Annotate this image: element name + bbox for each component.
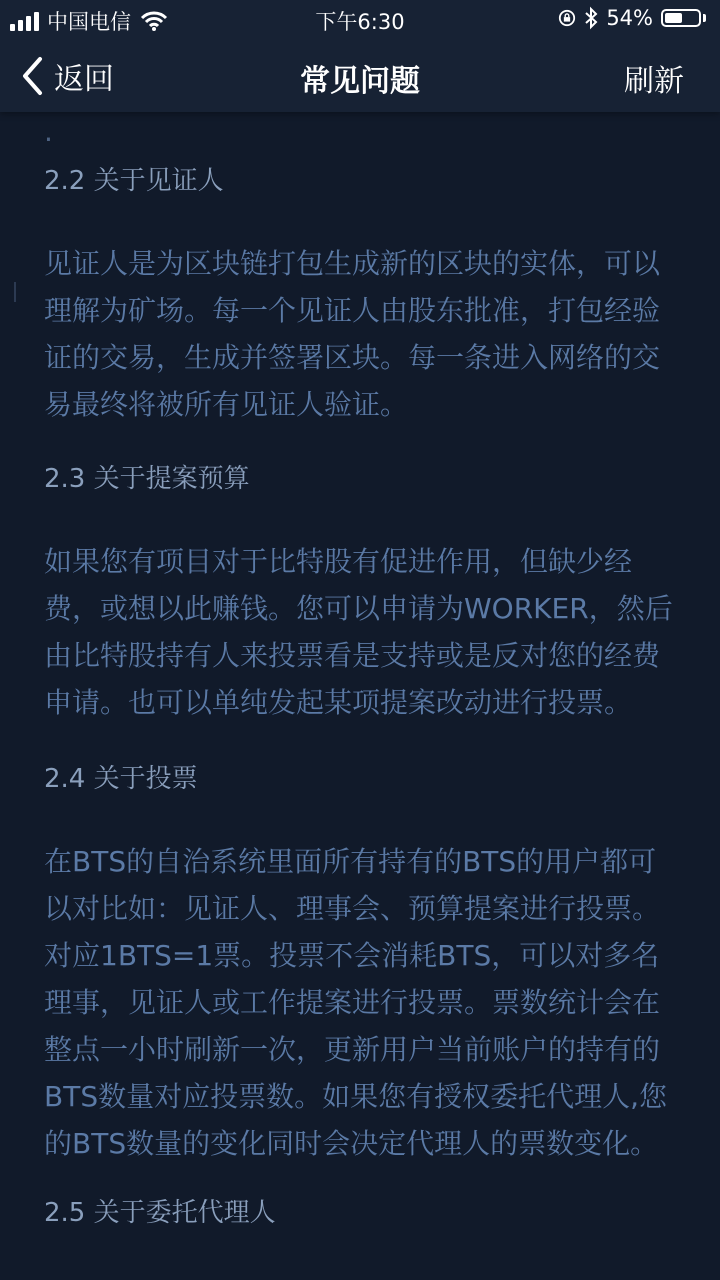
refresh-button[interactable]: 刷新 bbox=[624, 64, 684, 99]
section-proposal bbox=[44, 458, 684, 495]
carrier-name: 中国电信 bbox=[47, 10, 131, 34]
section-voting bbox=[44, 758, 684, 795]
status-bar bbox=[0, 0, 720, 38]
battery-icon bbox=[661, 9, 706, 27]
scrolled-text-fragment: · bbox=[44, 123, 59, 156]
back-label: 返回 bbox=[54, 62, 114, 97]
section-heading: 2.4 关于投票 bbox=[44, 764, 198, 794]
battery-percent: 54% bbox=[606, 6, 653, 30]
section-body: 见证人是为区块链打包生成新的区块的实体，可以理解为矿场。每一个见证人由股东批准，打包经验证的交易，生成并签署区块。每一条进入网络的交易最终将被所有见证人验证。 bbox=[44, 247, 661, 421]
section-body: 在BTS的自治系统里面所有持有的BTS的用户都可以对比如：见证人、理事会、预算提案进行投票。对应1BTS=1票。投票不会消耗BTS，可以对多名理事，见证人或工作提案进行投票。票数统计会在整点一小时刷新一次，更新用户当前账户的持有的BTS数量对应投票数。如果您有授权委托代理人,您的BTS数量的变化同时会决定代理人的票数变化。 bbox=[44, 845, 667, 1160]
section-voting-body bbox=[44, 838, 684, 1167]
scroll-indicator bbox=[14, 282, 16, 302]
section-heading: 2.5 关于委托代理人 bbox=[44, 1198, 276, 1228]
top-bar bbox=[0, 0, 720, 112]
section-heading: 2.3 关于提案预算 bbox=[44, 464, 250, 494]
section-witness bbox=[44, 160, 684, 197]
section-body: 如果您有项目对于比特股有促进作用，但缺少经费，或想以此赚钱。您可以申请为WORKER，然后由比特股持有人来投票看是支持或是反对您的经费申请。也可以单纯发起某项提案改动进行投票。 bbox=[44, 545, 673, 719]
page-title: 常见问题 bbox=[300, 64, 420, 99]
navigation-bar bbox=[0, 40, 720, 108]
section-proposal-body bbox=[44, 538, 684, 726]
section-heading: 2.2 关于见证人 bbox=[44, 166, 224, 196]
section-proxy bbox=[44, 1192, 684, 1229]
bluetooth-icon bbox=[584, 7, 598, 29]
battery-fill bbox=[665, 13, 682, 23]
faq-content[interactable] bbox=[0, 112, 720, 1280]
rotation-lock-icon bbox=[558, 8, 576, 28]
status-time: 下午6:30 bbox=[315, 10, 405, 34]
section-witness-body bbox=[44, 240, 684, 428]
